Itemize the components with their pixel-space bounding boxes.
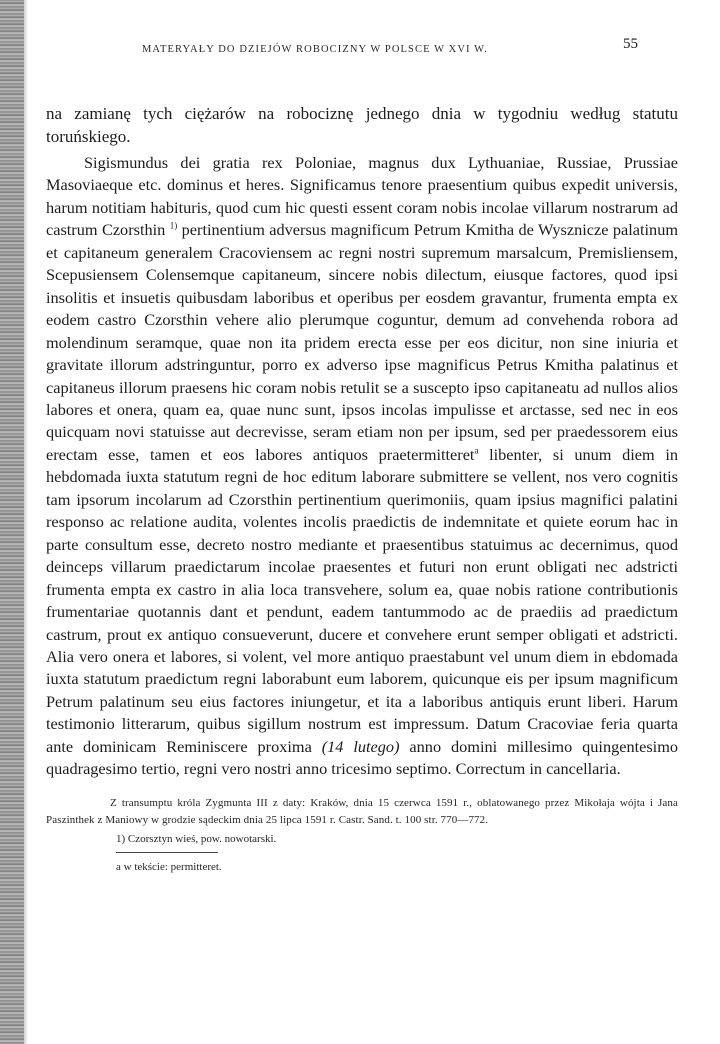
intro-paragraph: na zamianę tych ciężarów na robociznę jednego dnia w tygodniu według statutu toruńskiego. (46, 104, 678, 146)
footnote-reference-1: 1) (169, 220, 178, 231)
notes-section (46, 795, 678, 876)
running-head (46, 30, 678, 60)
footnote-reference-a: a (474, 445, 479, 456)
scanned-binding-edge (0, 0, 24, 1044)
main-text (46, 102, 678, 781)
footnote-divider (116, 852, 218, 853)
date-gloss: (14 lutego) (321, 736, 400, 756)
running-title: MATERYAŁY DO DZIEJÓW ROBOCIZNY W POLSCE W XVI W. (142, 44, 488, 55)
document-text-part-2: pertinentium adversus magnificum Petrum Kmitha de Wysznicze palatinum et capitaneum generalem Cracoviensem ac regni nostri supremum marsalcum, Premisliensem, Scepusiensem Colensemque capitaneum, sincere nobis dilectum, eiusque factores, quod ipsi insolitis et insuetis quibusdam laboribus et operibus per eosdem gravantur, frumenta empta ex eodem castro Czorsthin vehere alio plerumque coguntur, demum ad convehenda robora ad molendinum seramque, quae non ita pridem erecta esse per eos dicitur, non sine iniuria et gravitate illorum adstringuntur, porro ex adverso ipse magnificus Petrus Kmitha palatinus et capitaneus illorum praesens hic coram nobis retulit se a suscepto ipso capitaneatu ad nullos alios labores et onera, quam ea, quae nunc sunt, ipsos incolas impulisse et arctasse, sed nec in eos quicquam novi statuisse aut decrevisse, seram etiam non per ipsum, sed per praedessorem eius erectam esse, tamen et eos labores antiquos praetermitteret (46, 220, 679, 464)
footnote-1: 1) Czorsztyn wieś, pow. nowotarski. (116, 832, 277, 845)
page-number: 55 (623, 36, 638, 52)
document-text-part-1: Sigismundus dei gratia rex Poloniae, magnus dux Lythuaniae, Russiae, Prussiae Masoviaeque etc. dominus et heres. Significamus tenore praesentium quibus expedit universis, harum notitiam habituris, quod cum hic questi essent coram nobis incolae villarum nostrarum ad castrum Czorsthin (46, 153, 678, 240)
document-paragraph (46, 152, 678, 781)
book-page (46, 30, 678, 876)
footnote-a: a w tekście: permitteret. (116, 860, 222, 873)
source-note: Z transumptu króla Zygmunta III z daty: Kraków, dnia 15 czerwca 1591 r., oblatowanego przez Mikołaja wójta i Jana Paszinthek z Maniowy w grodzie sądeckim dnia 25 lipca 1591 r. Castr. Sand. t. 100 str. 770—772. (46, 796, 678, 826)
document-text-part-3: libenter, si unum diem in hebdomada iuxta statutum regni de hoc editum laborare submittere se vellent, nos vero cognitis tam ipsorum incolarum ad Czorsthin pertinentium querimoniis, quam ipsius magnifici palatini responso ac relatione audita, volentes incolis praedictis de indemnitate et quiete eorum hac in parte consultum esse, decreto nostro mediante et praesentibus statuimus ac decernimus, quod deinceps villarum praedictarum incolae praesentes et futuri non erunt obligati nec adstricti frumenta empta ex castro in alia loca transvehere, solum ea, quae nobis ratione contributionis frumentariae quotannis dant et pendunt, eadem tantummodo ac de praediis ad praedictum castrum, prout ex antiquo consueverunt, ducere et convehere erunt semper obligati et adstricti. Alia vero onera et labores, si volent, vel more antiquo praestabunt vel unum diem in ebdomada iuxta statutum praedictum regni laborabunt eum laborem, quicunque eis per ipsum magnificum Petrum palatinum seu eius factores iniungetur, et ita a laboribus antiquis erunt liberi. Harum testimonio litterarum, quibus sigillum nostrum est impressum. Datum Cracoviae feria quarta ante dominicam Reminiscere proxima (46, 444, 678, 756)
document-text-part-4: anno domini millesimo quingentesimo quadragesimo tertio, regni vero nostri anno tricesimo septimo. Correctum in cancellaria. (46, 736, 679, 779)
